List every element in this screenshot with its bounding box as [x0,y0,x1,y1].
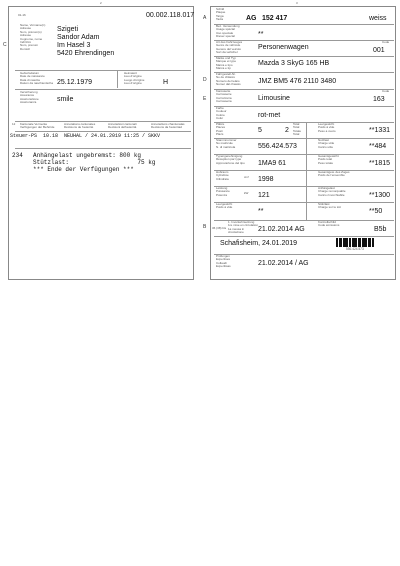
decisions-header-fr: Annotations cantonales Décisions de l'autorité [64,122,96,130]
trailer-load-labels: Anhängelast Charge remorquable Carico rimorchiabile [318,186,346,197]
decisions-text: Anhängelast ungebremst: 800 kg Stützlast: 75 kg *** Ende der Verfügungen *** [33,152,156,173]
displacement-labels: Hubraum Cylindrée Cilindrata [216,170,229,181]
insurance-value: smile [57,96,74,103]
tests-labels: Prüfungen Expertises Collaudi Experitisas [216,254,231,269]
emission-value: ** [258,208,264,215]
empty-weight-value: **1331 [369,127,391,134]
color-value: rot-met [258,112,281,119]
letter-c: C [3,42,7,48]
useful-load-value: **484 [369,143,387,150]
divider [117,70,118,88]
useful-load-labels: Nutzlast Charge utile Carico utile [318,138,335,149]
support-load-value: **50 [369,208,383,215]
vehicle-type-value: Personenwagen [258,44,309,51]
letter-e: E [203,96,207,102]
displacement-unit: cm³ [244,175,249,179]
divider [15,70,191,71]
restrictions-labels: Bez. Verwendung Usage spécial Uso speciale Diever special [216,24,240,39]
tests-value: 21.02.2014 / AG [258,260,309,267]
holder-city: 5420 Ehrendingen [57,50,115,57]
divider [306,122,307,220]
plate-color: weiss [369,15,387,22]
train-weight-labels: Gesamtgew. des Zuges Poids de l'ensemble [318,170,350,178]
make-value: Mazda 3 SkyG 165 HB [258,60,330,67]
color-labels: Farbe Couleur Colore Colur [216,106,227,121]
birth-date: 25.12.1979 [57,79,93,86]
divider [15,148,191,149]
power-value: 121 [258,192,270,199]
issue-place-date: Schafisheim, 24.01.2019 [220,240,298,247]
divider [214,170,394,171]
chassis-value: JMZ BM5 476 2110 3480 [258,78,337,85]
make-labels: Marke und Typ Marque et type Marca e tipo Marca e tip [216,56,237,71]
approval-labels: Typengenehmigung Réception par type Approvazione del tipo [216,154,245,165]
left-page-number: 2 [100,1,102,5]
decisions-number: 12 [12,122,16,126]
heimatort-labels: Heimatort Lieu d'origine Luogo d'origine Lieu d'origine [124,71,145,86]
birth-labels: Geburtsdatum Date de naissance Data di nascita Datum da naschientscha [20,71,54,86]
vehicle-type-labels: Art des Fahrzeuges Genre de véhicule Genere del veicolo Sort da vehichel [216,40,243,55]
right-page-number: 3 [296,1,298,5]
divider [15,131,191,132]
document-number: 00.002.118.017 [146,12,195,19]
first-registration-value: 21.02.2014 AG [258,226,305,233]
vehicle-code: 001 [373,47,385,54]
body-code-label: Code [382,89,390,93]
letter-b: B [203,224,207,230]
barcode-image [336,238,394,247]
chassis-labels: Fahrgestell-Nr. No de châssis Numero del telaio Numer dal chassis [216,72,241,87]
body-labels: Karosserie Carrosserie Carrozzeria Carrosseria [216,89,232,104]
matricule-labels: Stammnummer No matricule N. di matricola [216,138,237,149]
letter-d: D [203,77,207,83]
trailer-load-value: **1300 [369,192,391,199]
front-seats-labels: Total Total Totale Total [293,122,302,137]
approval-value: 1MA9 61 [258,160,287,167]
first-registration-code: 36 (38) bis [212,226,227,230]
plate-number: 152 417 [262,15,288,22]
decisions-code: 234 [12,152,23,159]
divider [15,89,191,90]
emission-code-value: B5b [374,226,387,233]
displacement-value: 1998 [258,176,274,183]
empty-weight-labels: Leergewicht Poids à vide Peso a vuoto [318,122,336,133]
vehicle-code-label: Code [382,40,390,44]
plate-canton: AG [246,15,257,22]
seats-labels: Plätze Places Posti Plazs [216,122,226,137]
gross-weight-value: **1815 [369,160,391,167]
body-code: 163 [373,96,385,103]
holder-labels: Name, Vorname(n) Adresse Nom, prénom(s) Adresse Cognome, nome Indirizzo Num, prenum Domicil [20,23,46,51]
power-labels: Leistung Puissance Potenza [216,186,230,197]
support-load-labels: Stützlast Charge sur le toit [318,202,341,210]
holder-name: Szigeti [57,26,79,33]
body-value: Limousine [258,95,290,102]
front-seats-value: 2 [285,127,289,134]
divider [214,186,394,187]
emission-labels: Leergewicht Poids à vide [216,202,233,210]
barcode-text: 556.424.573 [346,247,364,251]
left-form-code: 01-16 [18,13,26,17]
divider [214,236,394,237]
letter-a: A [203,15,207,21]
decisions-header-rm: Annotaziuns chantunalas Decisiuns da l'autoritad [151,122,185,130]
first-registration-labels: 1. Inverkehrsetzung 1re mise en circulation 1a messa in circolazione [228,220,259,235]
birth-marker: H [163,79,169,86]
decisions-header-it: Annotazioni cantonali Decisioni dell'autorità [108,122,137,130]
power-unit: kW [244,191,249,195]
decisions-line: Steuer-PS 10.18 NEUHAL / 24.01.2019 11:25 / SKKV [10,133,161,139]
seats-value: 5 [258,127,262,134]
restrictions-value: ** [258,31,264,38]
decisions-header-de: Kantonale Vermerke Verfügungen der Behörde [20,122,55,130]
holder-given-names: Sandor Adam [57,34,100,41]
gross-weight-labels: Gesamtgewicht Poids total Peso totale [318,154,339,165]
holder-street: Im Hasel 3 [57,42,91,49]
insurance-labels: Versicherung Assurance Assicurazione Assicuranza [20,90,39,105]
plate-labels: Schild Plaque Targa Tavla [216,7,226,22]
matricule-value: 556.424.573 [258,143,297,150]
emission-code-labels: Kontrollschild Code émissions [318,220,340,228]
